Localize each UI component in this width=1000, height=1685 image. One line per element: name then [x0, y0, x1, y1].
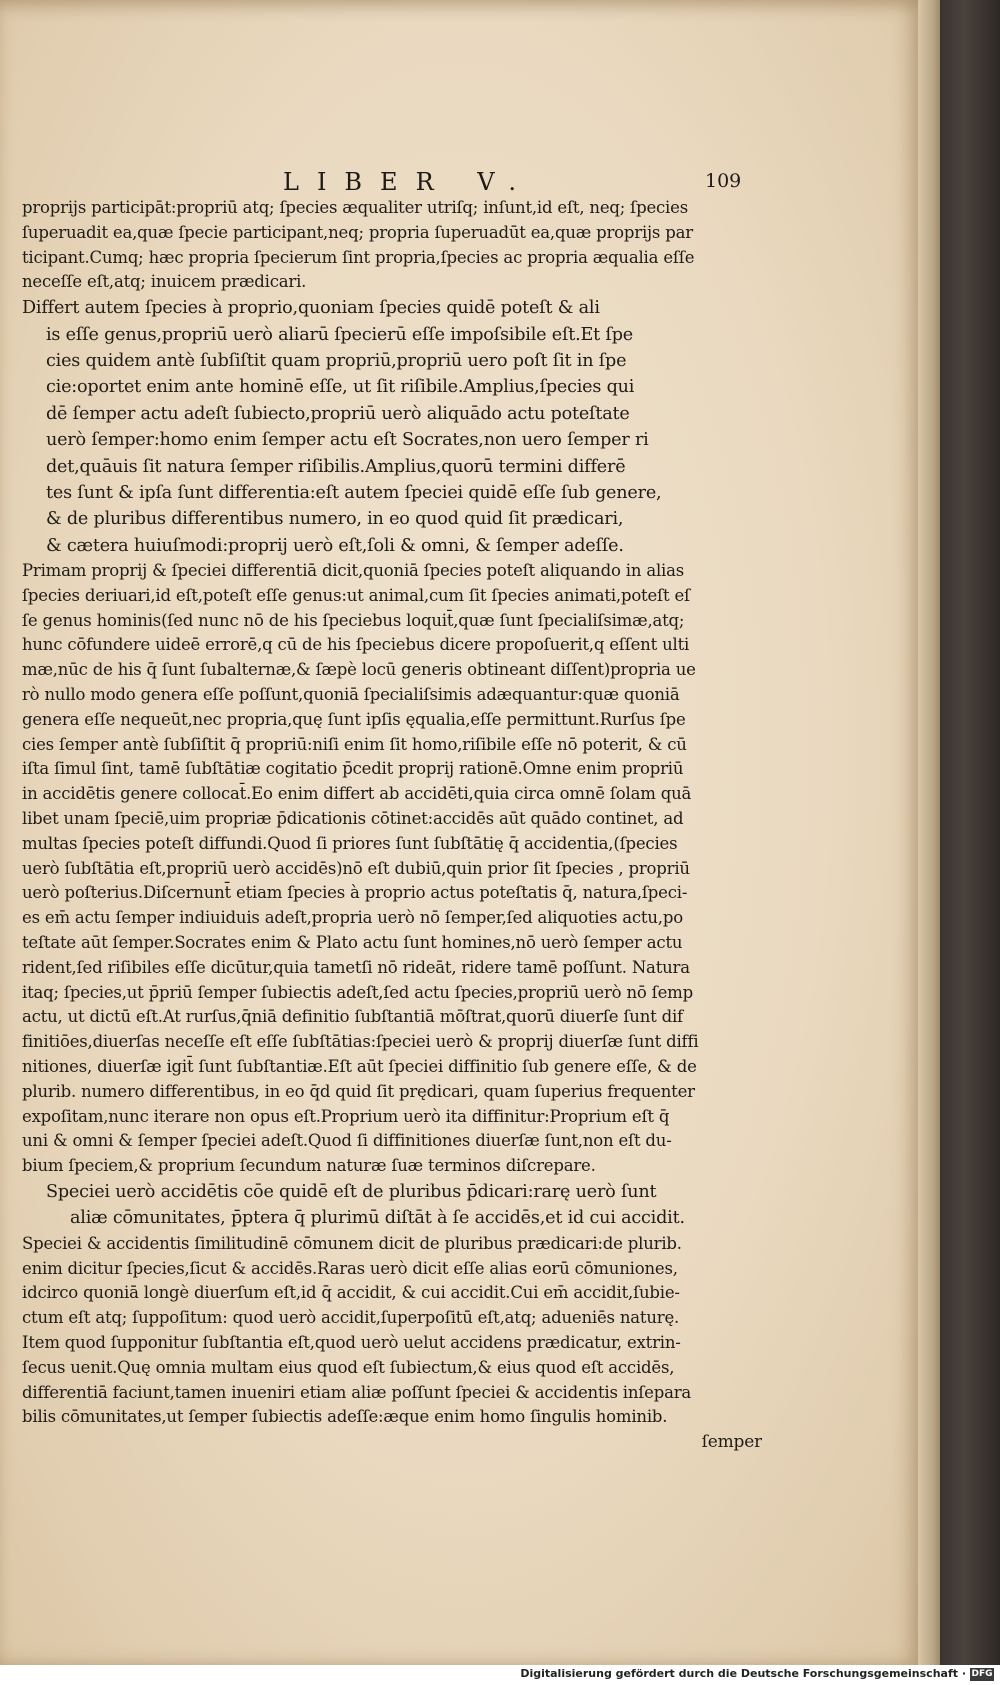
text-line: cies quidem antè ſubſiſtit quam propriū,propriū uero poſt ſit in ſpe: [46, 350, 627, 371]
text-line: tes ſunt & ipſa ſunt differentia:eſt autem ſpeciei quidē eſſe ſub genere,: [46, 482, 662, 503]
text-line: bium ſpeciem,& proprium ſecundum naturæ ſuæ terminos diſcrepare.: [22, 1156, 596, 1176]
text-line: Speciei & accidentis ſimilitudinē cōmunem dicit de pluribus prædicari:de plurib.: [22, 1233, 682, 1253]
digitization-footer: [0, 1665, 1000, 1685]
text-line: itaq; ſpecies,ut p̄priū ſemper ſubiectis adeſt,ſed actu ſpecies,propriū uerò nō ſemp: [22, 982, 693, 1002]
text-line: nitiones, diuerſæ igit̄ ſunt ſubſtantiæ.Eſt aūt ſpeciei diffinitio ſub genere eſſe, & de: [22, 1057, 697, 1077]
text-line: ſemper: [701, 1432, 762, 1453]
text-line: det,quāuis ſit natura ſemper riſibilis.Amplius,quorū termini differē: [46, 456, 626, 477]
binding-strip: [940, 0, 1000, 1665]
text-line: mæ,nūc de his q̄ ſunt ſubalternæ,& ſæpè locū generis obtineant diſſent)propria ue: [22, 660, 696, 680]
text-line: is eſſe genus,propriū uerò aliarū ſpecierū eſſe impoſsibile eſt.Et ſpe: [46, 324, 634, 345]
text-line: uerò ſubſtātia eſt,propriū uerò accidēs)nō eſt dubiū,quin prior ſit ſpecies , propriū: [22, 858, 690, 878]
text-line: Differt autem ſpecies à proprio,quoniam ſpecies quidē poteſt & ali: [22, 298, 600, 319]
text-line: uerò ſemper:homo enim ſemper actu eſt Socrates,non uero ſemper ri: [46, 430, 649, 451]
text-line: rident,ſed riſibiles eſſe dicūtur,quia tametſi nō rideāt, ridere tamē poſſunt. Natura: [22, 957, 690, 977]
text-line: proprijs participāt:propriū atq; ſpecies æqualiter utriſq; inſunt,id eſt, neq; ſpecies: [22, 198, 688, 217]
text-line: hunc cōfundere uideē errorē,q cū de his ſpeciebus dicere propoſuerit,q eſſent ulti: [22, 635, 690, 655]
text-line: actu, ut dictū eſt.At rurſus,q̄niā definitio ſubſtantiā mōſtrat,quorū diuerſe ſunt dif: [22, 1007, 683, 1027]
text-line: enim dicitur ſpecies,ſicut & accidēs.Raras uerò dicit eſſe alias eorū cōmuniones,: [22, 1258, 678, 1278]
text-line: aliæ cōmunitates, p̄ptera q̄ plurimū diſtāt à ſe accidēs,et id cui accidit.: [70, 1208, 685, 1229]
text-line: finitiōes,diuerſas neceſſe eſt eſſe ſubſtātias:ſpeciei uerò & proprij diuerſæ ſunt diffi: [22, 1032, 699, 1052]
text-line: ctum eſt atq; ſuppoſitum: quod uerò accidit,ſuperpoſitū eſt,atq; adueniēs naturę.: [22, 1308, 680, 1328]
text-line: cies ſemper antè ſubſiſtit q̄ propriū:niſi enim ſit homo,riſibile eſſe nō poterit, & cū: [22, 734, 687, 754]
text-line: ſuperuadit ea,quæ ſpecie participant,neq; propria ſuperuadūt ea,quæ proprijs par: [22, 222, 693, 242]
text-line: es em̄ actu ſemper indiuiduis adeſt,propria uerò nō ſemper,ſed aliquoties actu,po: [22, 908, 683, 928]
text-line: multas ſpecies poteſt diffundi.Quod ſi priores ſunt ſubſtātię q̄ accidentia,(ſpecies: [22, 833, 678, 853]
text-line: Item quod ſupponitur ſubſtantia eſt,quod uerò uelut accidens prædicatur, extrin-: [22, 1332, 681, 1352]
text-line: plurib. numero differentibus, in eo q̄d quid ſit prędicari, quam ſuperius frequenter: [22, 1081, 695, 1101]
text-line: genera eſſe nequeūt,nec propria,quę ſunt ipſis ęqualia,eſſe permittunt.Rurſus ſpe: [22, 709, 686, 729]
running-head: LIBER V.: [283, 168, 535, 196]
dfg-logo: DFG: [971, 1669, 993, 1679]
text-line: libet unam ſpeciē,uim propriæ p̄dicationis cōtinet:accidēs aūt quādo continet, ad: [22, 809, 684, 829]
text-line: ſecus uenit.Quę omnia multam eius quod eſt ſubiectum,& eius quod eſt accidēs,: [22, 1357, 675, 1377]
text-line: differentiā faciunt,tamen inueniri etiam aliæ poſſunt ſpeciei & accidentis inſepara: [22, 1382, 692, 1402]
text-line: Primam proprij & ſpeciei differentiā dicit,quoniā ſpecies poteſt aliquando in alias: [22, 561, 685, 581]
text-line: expoſitam,nunc iterare non opus eſt.Proprium uerò ita diffinitur:Proprium eſt q̄: [22, 1106, 670, 1126]
text-line: bilis cōmunitates,ut ſemper ſubiectis adeſſe:æque enim homo ſingulis hominib.: [22, 1407, 668, 1427]
text-line: & cætera huiuſmodi:proprij uerò eſt,ſoli & omni, & ſemper adeſſe.: [46, 535, 624, 556]
text-line: ticipant.Cumq; hæc propria ſpecierum ſint propria,ſpecies ac propria æqualia eſſe: [22, 247, 695, 267]
page-header: [0, 168, 922, 198]
text-line: idcirco quoniā longè diuerſum eſt,id q̄ accidit, & cui accidit.Cui em̄ accidit,ſubie-: [22, 1283, 680, 1303]
text-line: in accidētis genere collocat̄.Eo enim differt ab accidēti,quia circa omnē ſolam quā: [22, 784, 692, 804]
text-line: neceſſe eſt,atq; inuicem prædicari.: [22, 272, 307, 292]
text-line: Speciei uerò accidētis cōe quidē eſt de pluribus p̄dicari:rarę uerò ſunt: [46, 1182, 657, 1203]
text-line: ſpecies deriuari,id eſt,poteſt eſſe genus:ut animal,cum ſit ſpecies animati,poteſt eſ: [22, 585, 690, 605]
text-line: uerò poſterius.Diſcernunt̄ etiam ſpecies à proprio actus poteſtatis q̄, natura,ſpeci-: [22, 883, 688, 903]
text-line: & de pluribus differentibus numero, in eo quod quid ſit prædicari,: [46, 509, 624, 530]
text-line: iſta ſimul ſint, tamē ſubſtātiæ cogitatio p̄cedit proprij rationē.Omne enim propriū: [22, 759, 684, 779]
text-line: dē ſemper actu adeſt ſubiecto,propriū uerò aliquādo actu poteſtate: [46, 403, 630, 424]
text-line: teſtate aūt ſemper.Socrates enim & Plato actu ſunt homines,nō uerò ſemper actu: [22, 933, 683, 953]
footer-credit: Digitalisierung gefördert durch die Deutsche Forschungsgemeinschaft ·: [520, 1667, 966, 1680]
text-line: ſe genus hominis(ſed nunc nō de his ſpeciebus loquit̄,quæ ſunt ſpecialiſsimæ,atq;: [22, 610, 685, 630]
text-line: uni & omni & ſemper ſpeciei adeſt.Quod ſi diffinitiones diuerſæ ſunt,non eſt du-: [22, 1131, 672, 1151]
text-line: rò nullo modo genera eſſe poſſunt,quoniā ſpecialiſsimis adæquantur:quæ quoniā: [22, 685, 680, 705]
page-number: 109: [705, 170, 742, 192]
text-block: [22, 196, 762, 1455]
text-line: cie:oportet enim ante hominē eſſe, ut ſit riſibile.Amplius,ſpecies qui: [46, 377, 635, 398]
